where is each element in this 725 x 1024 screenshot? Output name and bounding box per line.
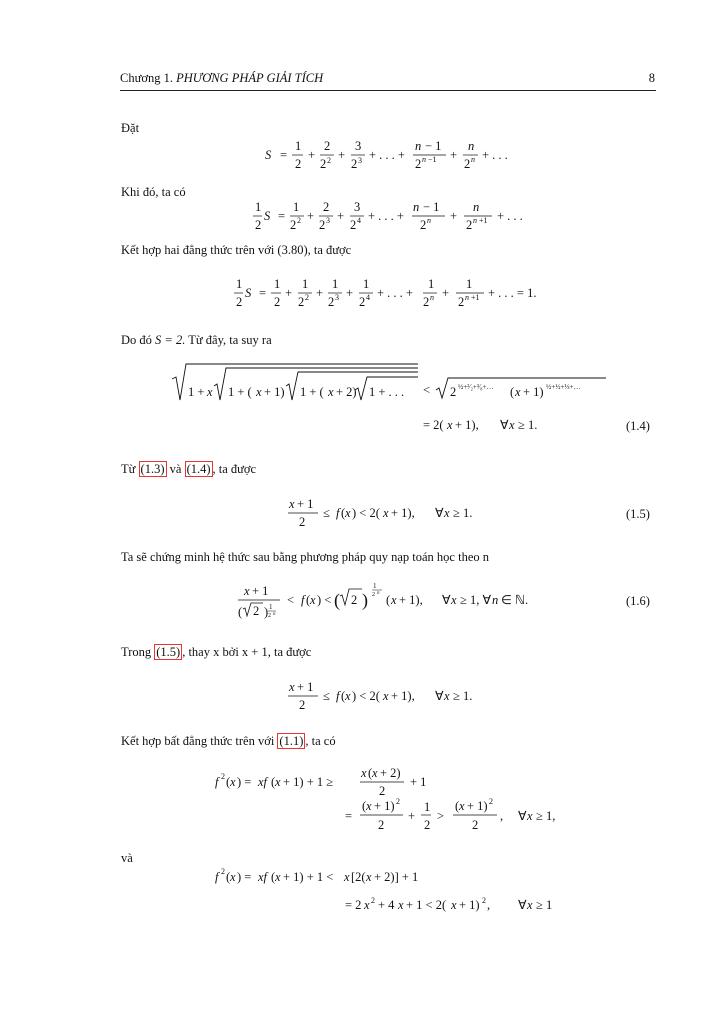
svg-text:+: + <box>308 148 316 162</box>
svg-text:1: 1 <box>295 139 302 153</box>
svg-text:x: x <box>372 766 378 780</box>
svg-text:+ 1) + 1 ≥: + 1) + 1 ≥ <box>283 775 334 789</box>
svg-text:2: 2 <box>299 698 306 712</box>
paragraph-ket-hop: Kết hợp hai đẳng thức trên với (3.80), ta được <box>121 243 352 257</box>
svg-text:x: x <box>345 689 351 703</box>
svg-text:1: 1 <box>373 582 377 590</box>
equation-number-1-4: (1.4) <box>626 419 650 433</box>
svg-text:∀: ∀ <box>500 418 509 432</box>
svg-text:2: 2 <box>305 293 309 302</box>
svg-text:∀: ∀ <box>518 809 527 823</box>
svg-text:2: 2 <box>350 218 357 232</box>
svg-text:n: n <box>471 155 475 164</box>
svg-text:xf: xf <box>258 870 268 884</box>
svg-text:3: 3 <box>326 216 330 225</box>
svg-text:(: ( <box>341 689 346 703</box>
svg-text:x: x <box>345 506 351 520</box>
svg-text:≥ 1.: ≥ 1. <box>453 689 473 703</box>
svg-text:≥ 1.: ≥ 1. <box>453 506 473 520</box>
svg-text:+: + <box>346 286 354 300</box>
svg-text:x: x <box>398 898 404 912</box>
svg-text:x: x <box>244 584 250 598</box>
svg-text:4: 4 <box>357 216 361 225</box>
svg-text:) =: ) = <box>237 870 252 884</box>
svg-text:=: = <box>259 286 267 300</box>
svg-text:x: x <box>447 418 453 432</box>
ref-1-5[interactable]: (1.5) <box>156 645 181 659</box>
svg-text:2: 2 <box>415 157 422 171</box>
equation-1-4 <box>172 364 606 432</box>
svg-text:n: n <box>465 293 469 302</box>
svg-text:2: 2 <box>255 218 262 232</box>
svg-text:= 2(: = 2( <box>423 418 444 432</box>
svg-text:2: 2 <box>319 218 326 232</box>
svg-text:+: + <box>408 809 416 823</box>
svg-text:+ . . . +: + . . . + <box>377 286 413 300</box>
svg-text:1: 1 <box>466 277 473 291</box>
svg-text:>: > <box>437 809 445 823</box>
svg-text:+ . . . +: + . . . + <box>369 148 405 162</box>
svg-text:2: 2 <box>466 218 473 232</box>
svg-text:[2(: [2( <box>351 870 366 884</box>
svg-text:x: x <box>444 506 450 520</box>
svg-text:2: 2 <box>423 295 430 309</box>
svg-text:) <: ) < <box>317 593 332 607</box>
svg-text:f: f <box>301 593 305 607</box>
svg-text:<: < <box>287 593 295 607</box>
svg-text:(: ( <box>362 799 367 813</box>
equation-s-definition <box>265 139 508 171</box>
svg-text:2: 2 <box>379 784 386 798</box>
svg-text:(: ( <box>271 775 276 789</box>
chapter-title: PHƯƠNG PHÁP GIẢI TÍCH <box>176 71 324 85</box>
svg-text:n: n <box>422 155 426 164</box>
tu-day-text: Từ đây, ta suy ra <box>188 333 272 347</box>
svg-text:2: 2 <box>221 772 225 781</box>
paragraph-dat: Đặt <box>121 121 140 135</box>
svg-text:(: ( <box>226 775 231 789</box>
svg-text:n: n <box>377 591 380 596</box>
svg-text:x: x <box>366 799 372 813</box>
page-number: 8 <box>648 71 655 85</box>
svg-text:x: x <box>515 385 521 399</box>
svg-text:≥ 1: ≥ 1 <box>536 898 553 912</box>
svg-text:+ . . . +: + . . . + <box>368 209 404 223</box>
equation-half-s-sum <box>234 277 536 309</box>
svg-text:1: 1 <box>428 277 435 291</box>
svg-text:2: 2 <box>420 218 427 232</box>
svg-text:1: 1 <box>293 200 300 214</box>
svg-text:) < 2(: ) < 2( <box>352 689 380 703</box>
svg-text:=: = <box>278 209 286 223</box>
svg-text:+ . . .: + . . . <box>497 209 523 223</box>
svg-text:2: 2 <box>299 515 306 529</box>
equation-1-5 <box>288 497 472 529</box>
svg-text:+ 1: + 1 <box>297 497 314 511</box>
svg-text:<: < <box>423 383 431 397</box>
svg-text:) < 2(: ) < 2( <box>352 506 380 520</box>
svg-text:1: 1 <box>424 800 431 814</box>
svg-text:(: ( <box>271 870 276 884</box>
svg-text:+1: +1 <box>471 293 480 302</box>
svg-text:1: 1 <box>363 277 370 291</box>
svg-text:≥ 1,: ≥ 1, <box>536 809 556 823</box>
svg-text:+ . . . = 1.: + . . . = 1. <box>488 286 537 300</box>
svg-text:+ 1): + 1) <box>467 799 488 813</box>
svg-text:1: 1 <box>269 603 273 611</box>
svg-text:+ 1): + 1) <box>264 385 285 399</box>
svg-text:3: 3 <box>358 156 362 165</box>
svg-text:x: x <box>444 689 450 703</box>
svg-text:(: ( <box>306 593 311 607</box>
do-do-text: Do đó <box>121 333 152 347</box>
svg-text:S: S <box>264 209 271 223</box>
ket-hop-bdt-text: Kết hợp bất đẳng thức trên với <box>121 734 275 748</box>
svg-text:x: x <box>383 689 389 703</box>
paragraph-khi-do: Khi đó, ta có <box>121 185 186 199</box>
svg-text:=: = <box>280 148 288 162</box>
svg-text:n: n <box>473 216 477 225</box>
svg-text:∀: ∀ <box>435 506 444 520</box>
equation-1-6 <box>238 582 528 619</box>
svg-text:1: 1 <box>255 200 262 214</box>
svg-text:x: x <box>364 898 370 912</box>
svg-text:x: x <box>527 809 533 823</box>
svg-text:2: 2 <box>351 157 358 171</box>
svg-text:2: 2 <box>371 896 375 905</box>
svg-text:n: n <box>427 216 431 225</box>
svg-text:+: + <box>450 209 458 223</box>
svg-text:1: 1 <box>302 277 309 291</box>
svg-text:f: f <box>336 689 340 703</box>
svg-text:+: + <box>450 148 458 162</box>
svg-text:½+²⁄₂+³⁄₈+…: ½+²⁄₂+³⁄₈+… <box>458 383 494 391</box>
svg-text:x: x <box>310 593 316 607</box>
ta-duoc-text: , ta được <box>212 462 257 476</box>
svg-text:x: x <box>361 766 367 780</box>
equation-number-1-6: (1.6) <box>626 594 650 608</box>
svg-text:=: = <box>345 809 353 823</box>
svg-text:n: n <box>430 293 434 302</box>
svg-text:+: + <box>316 286 324 300</box>
equation-half-s <box>253 200 523 232</box>
equation-number-1-5: (1.5) <box>626 507 650 521</box>
svg-text:+ 4: + 4 <box>378 898 395 912</box>
svg-text:(: ( <box>368 766 373 780</box>
svg-text:+ 1): + 1) <box>459 898 480 912</box>
svg-text:x: x <box>451 593 457 607</box>
svg-text:2: 2 <box>324 139 331 153</box>
svg-text:f: f <box>215 775 219 789</box>
svg-text:+ 1),: + 1), <box>455 418 479 432</box>
svg-text:2: 2 <box>489 797 493 806</box>
svg-text:+ 1): + 1) <box>523 385 544 399</box>
svg-text:2: 2 <box>320 157 327 171</box>
svg-text:x: x <box>328 385 334 399</box>
svg-text:− 1: − 1 <box>425 139 442 153</box>
svg-text:2: 2 <box>351 593 358 607</box>
svg-text:+ 2): + 2) <box>380 766 401 780</box>
svg-text:,: , <box>487 898 491 912</box>
svg-text:≤: ≤ <box>323 506 330 520</box>
svg-text:n: n <box>473 200 480 214</box>
equation-f-squared-upper <box>215 867 552 912</box>
va-text: và <box>169 462 182 476</box>
svg-text:(: ( <box>334 590 340 610</box>
svg-text:2: 2 <box>359 295 366 309</box>
svg-text:f: f <box>336 506 340 520</box>
svg-text:+ 2)] + 1: + 2)] + 1 <box>374 870 419 884</box>
paragraph-va: và <box>121 851 133 865</box>
svg-text:x: x <box>275 870 281 884</box>
svg-text:≤: ≤ <box>323 689 330 703</box>
svg-text:2: 2 <box>424 818 431 832</box>
svg-text:−1: −1 <box>428 155 437 164</box>
svg-text:2: 2 <box>482 896 486 905</box>
svg-text:2: 2 <box>323 200 330 214</box>
svg-text:x: x <box>509 418 515 432</box>
svg-text:+: + <box>338 148 346 162</box>
svg-text:2: 2 <box>464 157 471 171</box>
svg-text:2: 2 <box>236 295 243 309</box>
svg-text:x: x <box>289 497 295 511</box>
svg-text:2: 2 <box>295 157 302 171</box>
svg-text:2: 2 <box>297 216 301 225</box>
svg-text:x: x <box>230 870 236 884</box>
svg-text:x: x <box>366 870 372 884</box>
svg-text:∀: ∀ <box>442 593 451 607</box>
svg-text:x: x <box>391 593 397 607</box>
svg-text:n: n <box>273 612 276 617</box>
svg-text:∀: ∀ <box>435 689 444 703</box>
svg-text:f: f <box>215 870 219 884</box>
svg-text:2: 2 <box>372 592 375 598</box>
svg-text:+: + <box>285 286 293 300</box>
svg-text:− 1: − 1 <box>423 200 440 214</box>
svg-text:+: + <box>442 286 450 300</box>
svg-text:1 + (: 1 + ( <box>228 385 252 399</box>
svg-text:1: 1 <box>332 277 339 291</box>
svg-text:+ 2): + 2) <box>336 385 357 399</box>
svg-text:1 + . . .: 1 + . . . <box>369 385 405 399</box>
svg-text:S: S <box>265 148 272 162</box>
svg-text:+: + <box>307 209 315 223</box>
svg-text:2: 2 <box>221 867 225 876</box>
svg-text:1: 1 <box>274 277 281 291</box>
svg-text:+1: +1 <box>479 216 488 225</box>
svg-text:½+½+⅓+…: ½+½+⅓+… <box>546 383 581 391</box>
svg-text:+ 1: + 1 <box>252 584 269 598</box>
svg-text:(: ( <box>386 593 391 607</box>
svg-text:3: 3 <box>355 139 362 153</box>
s-equals-two: S = 2. <box>155 333 186 347</box>
svg-text:1 +: 1 + <box>188 385 205 399</box>
svg-text:+ 1): + 1) <box>374 799 395 813</box>
svg-text:(: ( <box>226 870 231 884</box>
svg-text:x: x <box>459 799 465 813</box>
svg-text:2: 2 <box>328 295 335 309</box>
svg-text:2: 2 <box>396 797 400 806</box>
svg-text:x: x <box>344 870 350 884</box>
paragraph-ta-se: Ta sẽ chứng minh hệ thức sau bằng phương pháp quy nạp toán học theo n <box>121 550 489 564</box>
svg-text:≥ 1.: ≥ 1. <box>518 418 538 432</box>
equation-substituted <box>288 680 472 712</box>
svg-text:x: x <box>383 506 389 520</box>
ref-1-1[interactable]: (1.1) <box>279 734 304 748</box>
svg-text:+ 1),: + 1), <box>391 689 415 703</box>
thay-x-text: , thay x bởi x + 1, ta được <box>182 645 312 659</box>
svg-text:): ) <box>264 605 269 619</box>
svg-text:x: x <box>230 775 236 789</box>
svg-text:x: x <box>207 385 213 399</box>
svg-text:S: S <box>245 286 252 300</box>
svg-text:1 + (: 1 + ( <box>300 385 324 399</box>
svg-text:,: , <box>500 809 504 823</box>
svg-text:2: 2 <box>450 385 457 399</box>
chapter-prefix: Chương 1. <box>120 71 173 85</box>
svg-text:2: 2 <box>378 818 385 832</box>
svg-text:): ) <box>362 590 368 610</box>
svg-text:n: n <box>468 139 475 153</box>
svg-text:+ 1),: + 1), <box>391 506 415 520</box>
svg-text:2: 2 <box>268 613 271 619</box>
svg-text:= 2: = 2 <box>345 898 362 912</box>
svg-text:(: ( <box>455 799 460 813</box>
svg-text:+ 1: + 1 <box>410 775 427 789</box>
svg-text:x: x <box>451 898 457 912</box>
ref-1-4[interactable]: (1.4) <box>186 462 211 476</box>
svg-text:+ . . .: + . . . <box>482 148 508 162</box>
svg-text:2: 2 <box>472 818 479 832</box>
svg-text:n: n <box>415 139 422 153</box>
trong-text: Trong <box>121 645 152 659</box>
svg-text:2: 2 <box>458 295 465 309</box>
svg-text:≥ 1, ∀: ≥ 1, ∀ <box>460 593 492 607</box>
svg-text:2: 2 <box>274 295 281 309</box>
svg-text:2: 2 <box>327 156 331 165</box>
svg-text:3: 3 <box>354 200 361 214</box>
svg-text:1: 1 <box>236 277 243 291</box>
svg-text:+ 1 < 2(: + 1 < 2( <box>406 898 447 912</box>
ta-co-text: , ta có <box>305 734 336 748</box>
svg-text:2: 2 <box>290 218 297 232</box>
svg-text:n: n <box>413 200 420 214</box>
svg-text:+ 1),: + 1), <box>399 593 423 607</box>
svg-text:(: ( <box>341 506 346 520</box>
svg-text:∀: ∀ <box>518 898 527 912</box>
svg-text:2: 2 <box>253 604 260 618</box>
svg-text:n: n <box>492 593 499 607</box>
svg-text:x: x <box>527 898 533 912</box>
svg-text:3: 3 <box>335 293 339 302</box>
tu-text: Từ <box>121 462 136 476</box>
svg-text:x: x <box>289 680 295 694</box>
svg-text:4: 4 <box>366 293 370 302</box>
svg-text:2: 2 <box>298 295 305 309</box>
ref-1-3[interactable]: (1.3) <box>140 462 165 476</box>
svg-text:x: x <box>275 775 281 789</box>
equation-f-squared-lower <box>215 766 555 832</box>
svg-text:+: + <box>337 209 345 223</box>
svg-text:∈ ℕ.: ∈ ℕ. <box>501 593 529 607</box>
svg-text:(: ( <box>238 605 243 619</box>
svg-text:(: ( <box>510 385 515 399</box>
svg-text:+ 1: + 1 <box>297 680 314 694</box>
svg-text:xf: xf <box>258 775 268 789</box>
svg-text:+ 1) + 1 <: + 1) + 1 < <box>283 870 334 884</box>
svg-text:) =: ) = <box>237 775 252 789</box>
svg-text:x: x <box>256 385 262 399</box>
